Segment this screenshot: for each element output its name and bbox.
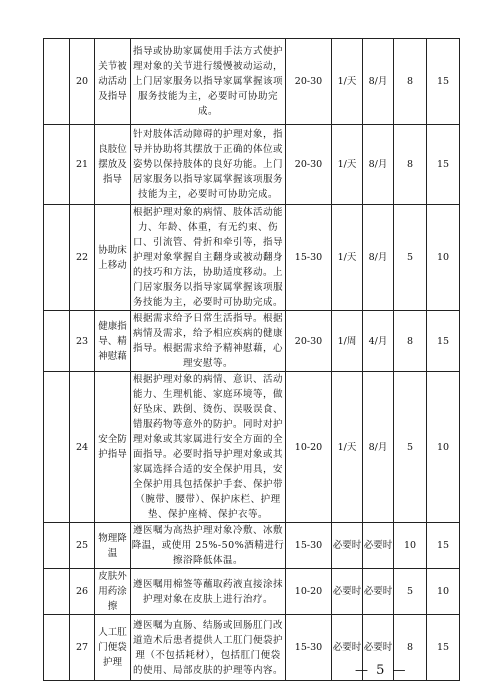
item-description: 根据护理对象的病情、意识、活动能力、生理机能、家庭环境等，做好坠床、跌倒、烫伤、误吸误食、错服药物等意外的防护。同时对护理对象或其家属进行安全方面的全面指导。必要时指导护理对象或其家属选择合适的安全保护用具，安全保护用具包括保护手套、保护带（腕带、腰带）、保护床栏、护理垫、保护座椅、保护衣等。 [131, 372, 286, 523]
service-minutes: 10-20 [286, 569, 332, 615]
row-number: 25 [70, 523, 95, 569]
item-description: 根据需求给予日常生活指导。根据病情及需求，给予相应疾病的健康指导。根据需求给予精神慰藉，心理安慰等。 [131, 311, 286, 372]
item-name: 安全防护指导 [95, 372, 131, 523]
item-description: 遵医嘱为直肠、结肠或回肠肛门改道造术后患者提供人工肛门便袋护理（不包括耗材），包括肛门便袋的使用、局部皮肤的护理等内容。 [131, 615, 286, 681]
item-name: 良肢位摆放及指导 [95, 125, 131, 205]
item-description: 针对肢体活动障碍的护理对象，指导并协助将其摆放于正确的体位或姿势以保持肢体的良好功能。上门居家服务以指导家属掌握该项服务技能为主，必要时可协助完成。 [131, 125, 286, 205]
item-description: 遵医嘱为高热护理对象冷敷、冰敷降温，或使用 25%-50%酒精进行擦浴降低体温。 [131, 523, 286, 569]
monthly-count: 8/月 [363, 125, 394, 205]
item-name: 皮肤外用药涂擦 [95, 569, 131, 615]
monthly-count: 8/月 [363, 372, 394, 523]
blank-cell [44, 569, 70, 615]
price-b: 10 [427, 569, 460, 615]
table-row [44, 205, 460, 311]
service-frequency: 必要时 [332, 523, 363, 569]
monthly-count: 必要时 [363, 615, 394, 681]
price-b: 10 [427, 372, 460, 523]
item-description: 指导或协助家属使用手法方式使护理对象的关节进行缓慢被动运动，上门居家服务以指导家属掌握该项服务技能为主，必要时可协助完成。 [131, 39, 286, 125]
price-a: 5 [394, 205, 427, 311]
service-minutes: 15-30 [286, 523, 332, 569]
row-number: 26 [70, 569, 95, 615]
service-frequency: 必要时 [332, 569, 363, 615]
blank-cell [44, 372, 70, 523]
row-number: 20 [70, 39, 95, 125]
monthly-count: 必要时 [363, 569, 394, 615]
service-frequency: 1/天 [332, 39, 363, 125]
blank-cell [44, 39, 70, 125]
monthly-count: 4/月 [363, 311, 394, 372]
price-b: 15 [427, 615, 460, 681]
price-b: 15 [427, 125, 460, 205]
service-frequency: 1/天 [332, 205, 363, 311]
service-frequency: 1/周 [332, 311, 363, 372]
item-description: 根据护理对象的病情、肢体活动能力、年龄、体重，有无约束、伤口、引流管、骨折和牵引等，指导护理对象掌握自主翻身或被动翻身的技巧和方法，协助适度移动。上门居家服务以指导家属掌握该项服务技能为主，必要时可协助完成。 [131, 205, 286, 311]
table-row [44, 39, 460, 125]
blank-cell [44, 311, 70, 372]
page-number: — 5 — [355, 663, 408, 678]
service-frequency: 必要时 [332, 615, 363, 681]
item-name: 人工肛门便袋护理 [95, 615, 131, 681]
blank-cell [44, 523, 70, 569]
item-name: 健康指导、精神慰藉 [95, 311, 131, 372]
row-number: 21 [70, 125, 95, 205]
price-a: 5 [394, 372, 427, 523]
service-minutes: 15-30 [286, 615, 332, 681]
row-number: 22 [70, 205, 95, 311]
service-frequency: 1/天 [332, 125, 363, 205]
item-name: 关节被动活动及指导 [95, 39, 131, 125]
row-number: 24 [70, 372, 95, 523]
service-frequency: 1/天 [332, 372, 363, 523]
monthly-count: 8/月 [363, 205, 394, 311]
item-name: 协助床上移动 [95, 205, 131, 311]
service-minutes: 20-30 [286, 311, 332, 372]
blank-cell [44, 615, 70, 681]
service-minutes: 20-30 [286, 125, 332, 205]
table-row [44, 523, 460, 569]
service-minutes: 15-30 [286, 205, 332, 311]
table-row [44, 311, 460, 372]
price-a: 5 [394, 569, 427, 615]
blank-cell [44, 205, 70, 311]
row-number: 27 [70, 615, 95, 681]
price-a: 8 [394, 615, 427, 681]
table-row [44, 372, 460, 523]
monthly-count: 8/月 [363, 39, 394, 125]
item-description: 遵医嘱用棉签等蘸取药液直接涂抹护理对象在皮肤上进行治疗。 [131, 569, 286, 615]
service-minutes: 10-20 [286, 372, 332, 523]
price-a: 8 [394, 39, 427, 125]
table-row [44, 125, 460, 205]
price-a: 10 [394, 523, 427, 569]
table-row [44, 569, 460, 615]
price-b: 15 [427, 311, 460, 372]
service-items-table [43, 38, 460, 681]
price-a: 8 [394, 125, 427, 205]
blank-cell [44, 125, 70, 205]
service-minutes: 20-30 [286, 39, 332, 125]
item-name: 物理降温 [95, 523, 131, 569]
monthly-count: 必要时 [363, 523, 394, 569]
table-body [44, 39, 460, 681]
row-number: 23 [70, 311, 95, 372]
price-a: 8 [394, 311, 427, 372]
price-b: 10 [427, 205, 460, 311]
price-b: 15 [427, 39, 460, 125]
price-b: 15 [427, 523, 460, 569]
